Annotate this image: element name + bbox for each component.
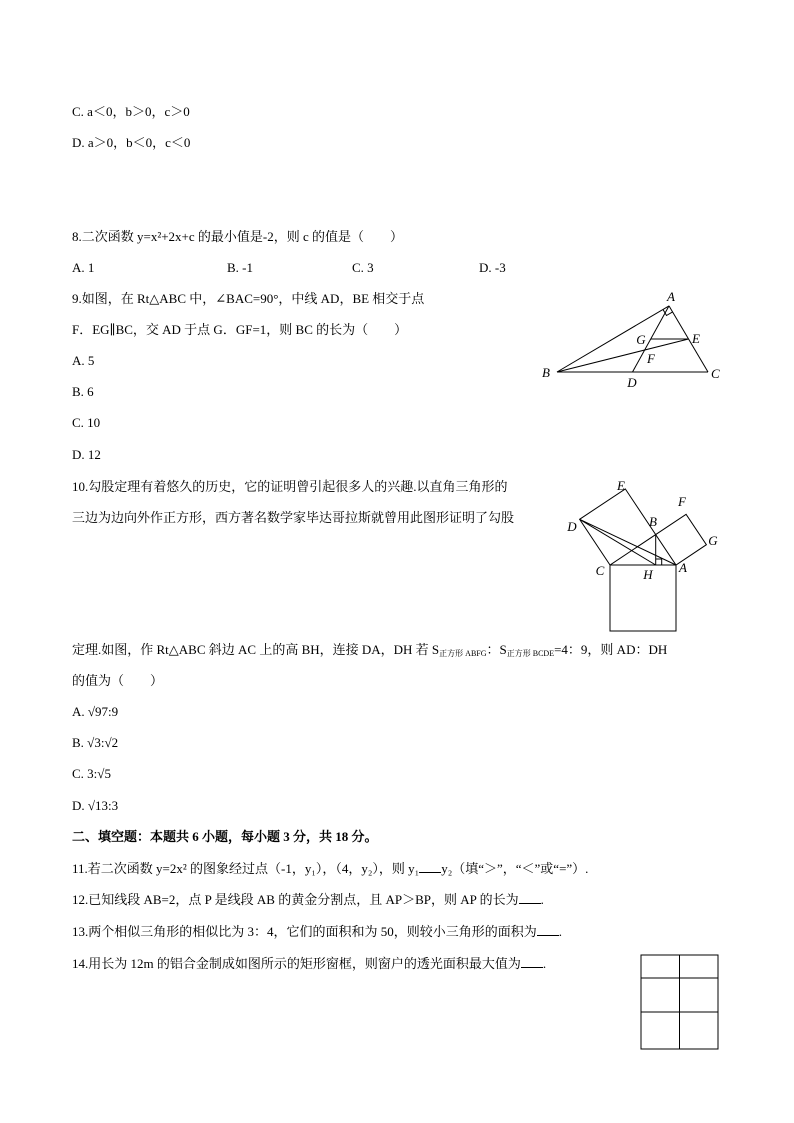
square-abfg bbox=[656, 514, 707, 565]
segment-da bbox=[580, 519, 676, 565]
label-e: E bbox=[617, 478, 625, 493]
q8-option-b: B. -1 bbox=[227, 260, 253, 275]
label-c: C bbox=[595, 563, 605, 578]
q11-text-after-blank: y₂（填“＞”，“＜”或“=”）. bbox=[441, 861, 589, 876]
radical-sign: √ bbox=[97, 766, 105, 781]
q8-stem: 8.二次函数 y=x²+2x+c 的最小值是-2，则 c 的值是（ ） bbox=[72, 229, 404, 244]
radical-sign: √ bbox=[87, 735, 95, 750]
q8-option-a: A. 1 bbox=[72, 260, 95, 275]
label-a: A bbox=[679, 560, 687, 575]
q13-text-after-blank: . bbox=[558, 924, 563, 939]
q10-stem-line2: 三边为边向外作正方形，西方著名数学家毕达哥拉斯就曾用此图形证明了勾股 bbox=[72, 510, 515, 525]
q10-stem-line4: 的值为（ ） bbox=[72, 673, 164, 688]
q13-text-before-blank: 13.两个相似三角形的相似比为 3：4，它们的面积和为 50，则较小三角形的面积为 bbox=[72, 924, 537, 939]
label-b: B bbox=[542, 365, 550, 380]
q9-option-d: D. 12 bbox=[72, 447, 101, 462]
option-label: B. bbox=[72, 735, 88, 750]
q11-text-before-blank: 11.若二次函数 y=2x² 的图象经过点（-1，y₁），（4，y₂），则 y₁ bbox=[72, 861, 420, 876]
radicand: 97 bbox=[95, 704, 109, 719]
option-text: :3 bbox=[108, 798, 119, 813]
q8-option-c: C. 3 bbox=[352, 260, 374, 275]
q10-stem-line1: 10.勾股定理有着悠久的历史，它的证明曾引起很多人的兴趣.以直角三角形的 bbox=[72, 479, 508, 494]
answer-blank bbox=[537, 923, 559, 936]
q11-stem bbox=[72, 860, 588, 877]
q14-text-after-blank: . bbox=[542, 956, 547, 971]
square-bcde bbox=[580, 489, 656, 565]
q10-option-b bbox=[72, 735, 118, 751]
q9-stem-line1: 9.如图，在 Rt△ABC 中，∠BAC=90°，中线 AD，BE 相交于点 bbox=[72, 291, 425, 306]
label-e: E bbox=[692, 331, 700, 346]
label-g: G bbox=[708, 533, 718, 548]
right-angle-mark bbox=[656, 559, 662, 565]
answer-blank bbox=[521, 955, 543, 968]
q9-option-c: C. 10 bbox=[72, 415, 101, 430]
radicand: 13 bbox=[95, 798, 109, 813]
radical-sign: √ bbox=[87, 704, 96, 719]
q12-text-after-blank: . bbox=[540, 892, 544, 907]
radicand: 3 bbox=[94, 735, 101, 750]
q13-stem bbox=[72, 923, 562, 940]
label-d: D bbox=[627, 375, 637, 390]
option-text: :9 bbox=[108, 704, 119, 719]
q10-subscript-bcde: 正方形 BCDE bbox=[506, 649, 555, 658]
label-d: D bbox=[567, 519, 577, 534]
q9-stem-line2: F．EG∥BC，交 AD 于点 G．GF=1，则 BC 的长为（ ） bbox=[72, 322, 408, 337]
q12-stem bbox=[72, 891, 544, 908]
q10-pythagoras-figure bbox=[560, 472, 730, 637]
q10-stem-line3-text-a: 定理.如图，作 Rt△ABC 斜边 AC 上的高 BH，连接 DA，DH 若 S bbox=[72, 642, 440, 657]
answer-blank bbox=[519, 891, 541, 904]
q14-text-before-blank: 14.用长为 12m 的铝合金制成如图所示的矩形窗框，则窗户的透光面积最大值为 bbox=[72, 956, 521, 971]
answer-blank bbox=[419, 860, 441, 873]
label-g: G bbox=[636, 332, 646, 347]
radicand: 2 bbox=[111, 735, 119, 750]
label-b: B bbox=[649, 514, 657, 529]
q10-stem-line3-text-b: ：S bbox=[486, 642, 507, 657]
radical-sign: √ bbox=[87, 798, 96, 813]
q9-option-a: A. 5 bbox=[72, 353, 95, 368]
option-label: A. bbox=[72, 704, 88, 719]
radical-sign: √ bbox=[104, 735, 112, 750]
q7-option-c: C. a＜0，b＞0，c＞0 bbox=[72, 104, 190, 119]
label-f: F bbox=[678, 494, 686, 509]
q8-option-d: D. -3 bbox=[479, 260, 506, 275]
section-heading: 二、填空题：本题共 6 小题，每小题 3 分，共 18 分。 bbox=[72, 829, 378, 844]
label-a: A bbox=[667, 289, 675, 304]
option-label: C. 3: bbox=[72, 766, 98, 781]
q10-option-a bbox=[72, 704, 118, 720]
q9-triangle-figure bbox=[530, 288, 730, 393]
q10-subscript-abfg: 正方形 ABFG bbox=[439, 649, 487, 658]
q10-stem-line3-text-c: =4：9，则 AD：DH bbox=[554, 642, 668, 657]
q14-window-frame-figure bbox=[638, 952, 722, 1052]
q10-option-d bbox=[72, 798, 118, 814]
option-text: : bbox=[100, 735, 105, 750]
label-h: H bbox=[643, 567, 653, 582]
q12-text-before-blank: 12.已知线段 AB=2，点 P 是线段 AB 的黄金分割点，且 AP＞BP，则 AP 的长为 bbox=[72, 892, 519, 907]
q10-stem-line3 bbox=[72, 642, 667, 662]
q14-stem bbox=[72, 955, 546, 972]
q7-option-d: D. a＞0，b＜0，c＜0 bbox=[72, 135, 191, 150]
radicand: 5 bbox=[104, 766, 111, 781]
label-c: C bbox=[711, 366, 720, 381]
q10-option-c bbox=[72, 766, 111, 782]
option-label: D. bbox=[72, 798, 88, 813]
q9-option-b: B. 6 bbox=[72, 384, 94, 399]
label-f: F bbox=[647, 351, 655, 366]
median-be bbox=[557, 339, 689, 372]
